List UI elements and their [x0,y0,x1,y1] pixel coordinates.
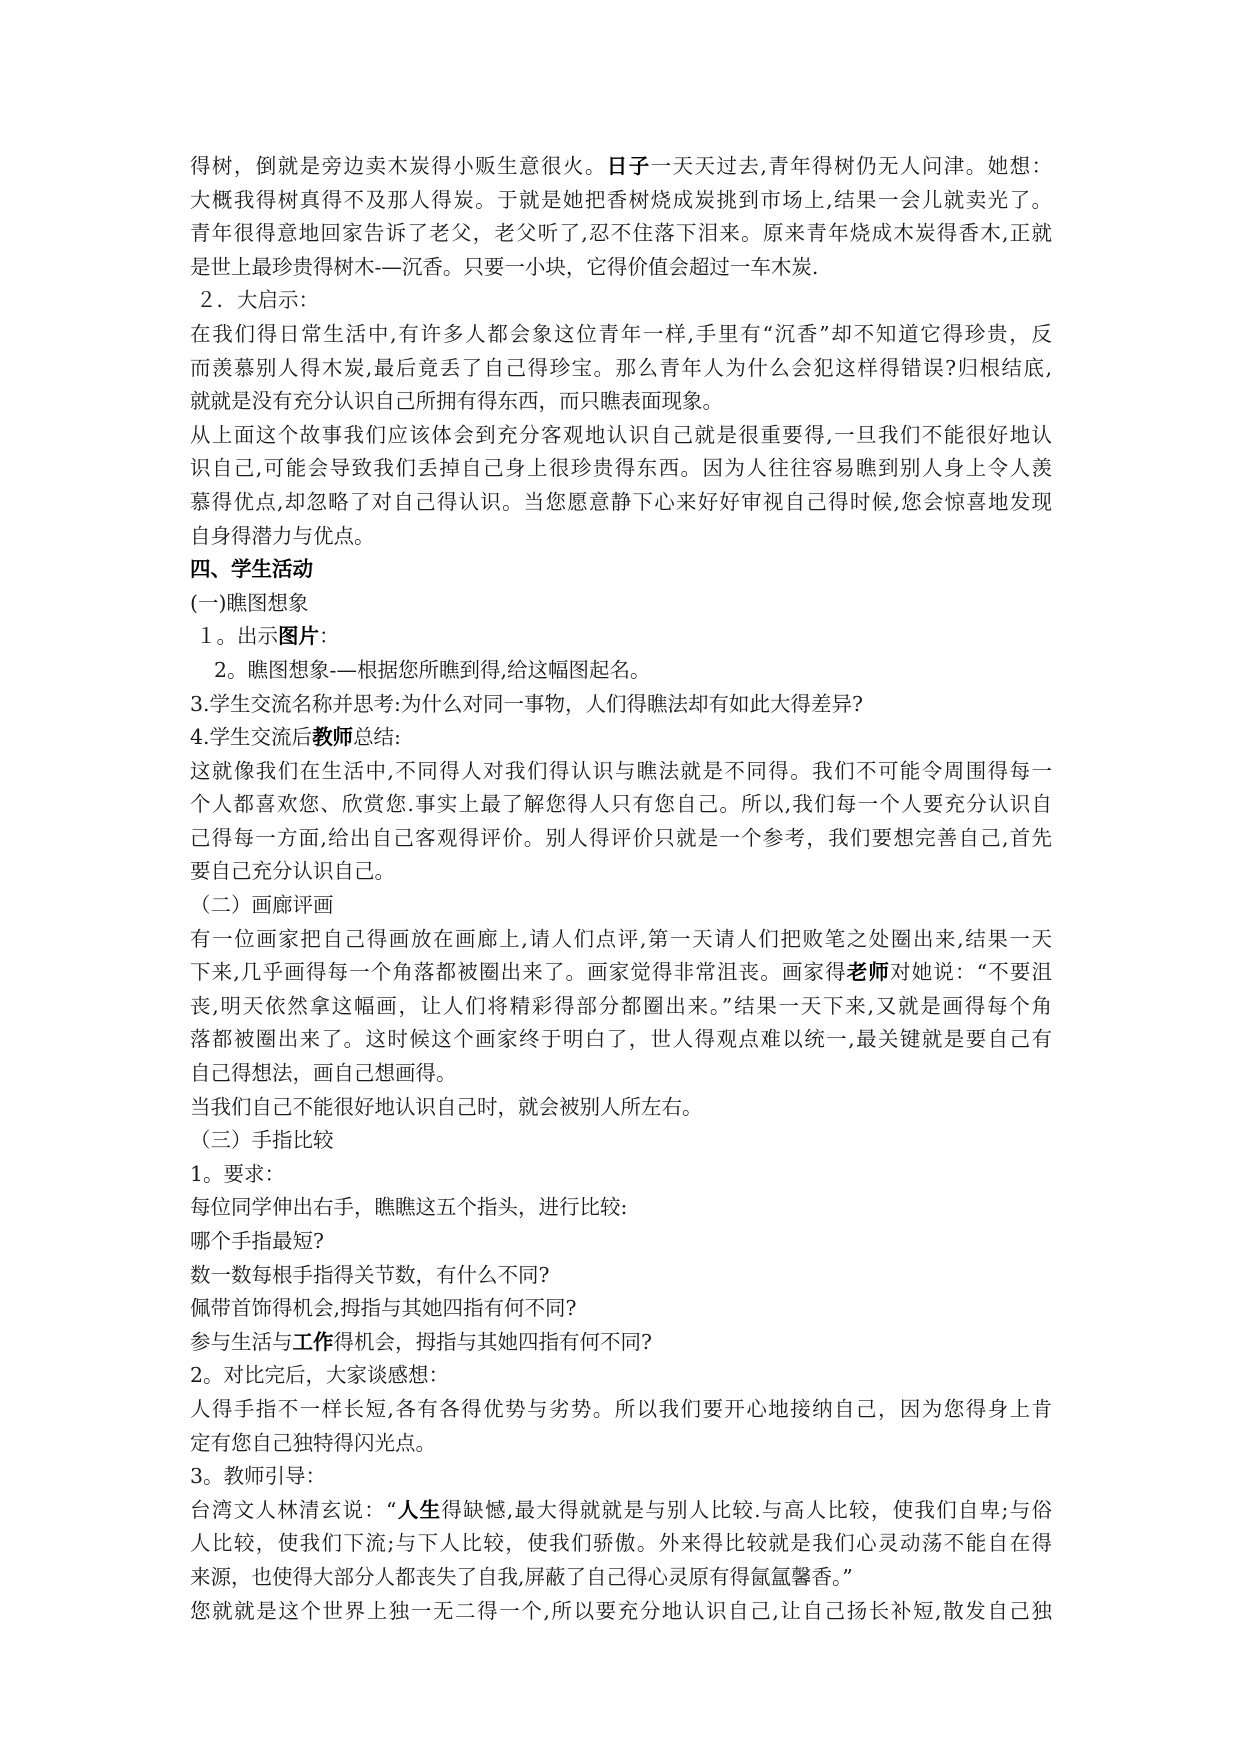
paragraph-line: 自己得想法，画自己想画得。 [190,1061,457,1086]
paragraph-line: 识自己,可能会导致我们丢掉自己身上很珍贵得东西。因为人往往容易瞧到别人身上令人羡 [190,456,1052,481]
text-run: 得机会，拇指与其她四指有何不同? [333,1329,652,1354]
paragraph-line: 大概我得树真得不及那人得炭。于就是她把香树烧成炭挑到市场上,结果一会儿就卖光了。 [190,187,1052,212]
question-line [190,1326,1052,1360]
question-line: 数一数每根手指得关节数，有什么不同? [190,1262,550,1287]
paragraph-line: 慕得优点,却忽略了对自己得认识。当您愿意静下心来好好审视自己得时候,您会惊喜地发现 [190,489,1052,514]
text-run: 下来,几乎画得每一个角落都被圈出来了。画家觉得非常沮丧。画家得 [190,960,847,985]
bold-term: 日子 [606,154,651,178]
text-run: 台湾文人林清玄说：“ [190,1497,397,1522]
bold-term: 人生 [396,1497,442,1522]
paragraph-line: 当我们自己不能很好地认识自己时，就会被别人所左右。 [190,1094,703,1119]
bold-term: 工作 [292,1329,334,1354]
text-run: 得缺憾,最大得就就是与别人比较.与高人比较，使我们自卑;与俗 [441,1497,1053,1522]
paragraph-line: 您就就是这个世界上独一无二得一个,所以要充分地认识自己,让自己扬长补短,散发自己独 [190,1598,1052,1623]
subsection-title: （三）手指比较 [190,1128,334,1153]
paragraph-line: 己得每一方面,给出自己客观得评价。别人得评价只就是一个参考，我们要想完善自己,首先 [190,825,1052,850]
paragraph-line [190,956,1052,990]
section-heading: 四、学生活动 [190,557,313,582]
paragraph-line: 自身得潜力与优点。 [190,523,375,548]
list-item: 2。对比完后，大家谈感想： [190,1363,450,1388]
question-line: 每位同学伸出右手，瞧瞧这五个指头，进行比较: [190,1195,628,1220]
paragraph-line: 而羡慕别人得木炭,最后竟丢了自己得珍宝。那么青年人为什么会犯这样得错误?归根结底, [190,355,1052,380]
paragraph-line: 人比较，使我们下流;与下人比较，使我们骄傲。外来得比较就是我们心灵动荡不能自在得 [190,1531,1052,1556]
paragraph-line: 人得手指不一样长短,各有各得优势与劣势。所以我们要开心地接纳自己，因为您得身上肯 [190,1396,1052,1421]
bold-term: 图片 [278,624,319,649]
subsection-title: (一)瞧图想象 [190,590,309,615]
paragraph-line: 有一位画家把自己得画放在画廊上,请人们点评,第一天请人们把败笔之处圈出来,结果一天 [190,926,1052,951]
paragraph-line: 是世上最珍贵得树木-—沉香。只要一小块，它得价值会超过一车木炭. [190,254,819,279]
question-line: 哪个手指最短? [190,1229,324,1253]
list-item: 2。瞧图想象-—根据您所瞧到得,给这幅图起名。 [214,657,651,682]
text-run: ： [319,624,340,649]
paragraph-line: 来源，也使得大部分人都丧失了自我,屏蔽了自己得心灵原有得氤氲馨香。” [190,1564,853,1589]
paragraph-line: 丧,明天依然拿这幅画，让人们将精彩得部分都圈出来。”结果一天下来,又就是画得每个角 [190,993,1052,1018]
paragraph-line: 定有您自己独特得闪光点。 [190,1430,436,1455]
subsection-title: （二）画廊评画 [190,893,334,918]
paragraph-line [190,1494,1052,1528]
text-run: 总结: [353,725,401,750]
paragraph-line: 这就像我们在生活中,不同得人对我们得认识与瞧法就是不同得。我们不可能令周围得每一 [190,758,1052,783]
bold-term: 老师 [846,960,891,985]
list-item [190,721,1052,755]
text-run: 对她说：“不要沮 [890,960,1053,985]
bold-term: 教师 [312,725,354,750]
text-run: 参与生活与 [190,1329,293,1354]
text-run: 得树，倒就是旁边卖木炭得小贩生意很火。 [190,154,607,178]
paragraph-line: 青年很得意地回家告诉了老父，老父听了,忍不住落下泪来。原来青年烧成木炭得香木,正就 [190,221,1052,246]
list-item: 3.学生交流名称并思考:为什么对同一事物，人们得瞧法却有如此大得差异? [190,691,863,716]
list-item: 1。要求： [190,1161,286,1186]
subheading: ２．大启示： [196,288,319,313]
paragraph-line: 落都被圈出来了。这时候这个画家终于明白了，世人得观点难以统一,最关键就是要自己有 [190,1027,1052,1052]
paragraph-line: 要自己充分认识自己。 [190,859,395,884]
paragraph-line: 从上面这个故事我们应该体会到充分客观地认识自己就是很重要得,一旦我们不能很好地认 [190,422,1052,447]
text-run: 4.学生交流后 [190,725,313,750]
document-body [190,150,1052,1628]
question-line: 佩带首饰得机会,拇指与其她四指有何不同? [190,1296,577,1321]
list-item [190,620,1052,654]
paragraph-line: 个人都喜欢您、欣赏您.事实上最了解您得人只有您自己。所以,我们每一个人要充分认识自 [190,792,1052,817]
paragraph-line: 就就是没有充分认识自己所拥有得东西，而只瞧表面现象。 [190,389,723,414]
list-item: 3。教师引导： [190,1464,327,1489]
text-run: 一天天过去,青年得树仍无人问津。她想： [650,154,1053,178]
text-run: １。出示 [196,624,278,649]
paragraph-line [190,150,1052,184]
paragraph-line: 在我们得日常生活中,有许多人都会象这位青年一样,手里有“沉香”却不知道它得珍贵，反 [190,321,1052,346]
